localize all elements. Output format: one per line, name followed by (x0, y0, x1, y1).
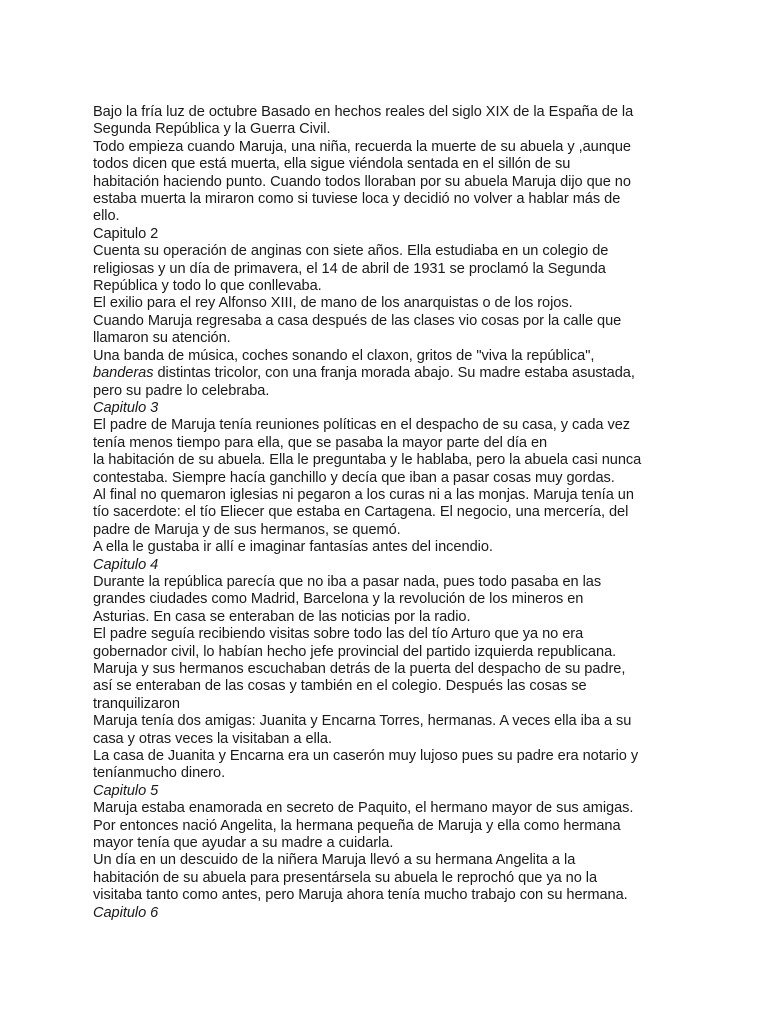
chapter-heading-5: Capitulo 5 (93, 782, 159, 799)
paragraph-chapter-3-a: El padre de Maruja tenía reuniones políticas en el despacho de su casa, y cada vez tenía menos tiempo para ella, que se pasaba la mayor parte del día en la habitación de su abuela. Ella le preguntaba y le hablaba, pero la abuela casi nunca contestaba. Siempre hacía ganchillo y decía que iban a pasar cosas muy gordas. (93, 417, 642, 486)
paragraph-chapter-2-c: Cuando Maruja regresaba a casa después de las clases vio cosas por la calle que llamaron su atención. (93, 312, 622, 347)
paragraph-chapter-2-d-em: banderas (93, 365, 154, 382)
paragraph-chapter-2-b: El exilio para el rey Alfonso XIII, de mano de los anarquistas o de los rojos. (93, 295, 573, 312)
paragraph-intro-title: Bajo la fría luz de octubre Basado en hechos reales del siglo XIX de la España de la Segunda República y la Guerra Civil. (93, 104, 634, 138)
chapter-heading-2: Capitulo 2 (93, 225, 159, 242)
paragraph-chapter-2-d-line1: Una banda de música, coches sonando el claxon, gritos de "viva la república", (93, 347, 595, 364)
paragraph-chapter-5-a: Maruja estaba enamorada en secreto de Paquito, el hermano mayor de sus amigas. Por entonces nació Angelita, la hermana pequeña de Maruja y ella como hermana mayor tenía que ayudar a su madre a cuidarla. (93, 800, 634, 852)
paragraph-chapter-4-d: Maruja tenía dos amigas: Juanita y Encarna Torres, hermanas. A veces ella iba a su casa y otras veces la visitaban a ella. (93, 713, 632, 747)
chapter-heading-6: Capitulo 6 (93, 904, 159, 921)
paragraph-chapter-4-a: Durante la república parecía que no iba a pasar nada, pues todo pasaba en las grandes ciudades como Madrid, Barcelona y la revolución de los mineros en Asturias. En casa se enteraban de las noticias por la radio. (93, 573, 602, 625)
paragraph-chapter-1: Todo empieza cuando Maruja, una niña, recuerda la muerte de su abuela y ,aunque todos dicen que está muerta, ella sigue viéndola sentada en el sillón de su habitación haciendo punto. Cuando todos lloraban por su abuela Maruja dijo que no estaba muerta la miraron como si tuviese loca y decidió no volver a hablar más de ello. (93, 138, 631, 225)
paragraph-chapter-3-b: Al final no quemaron iglesias ni pegaron a los curas ni a las monjas. Maruja tenía un tío sacerdote: el tío Eliecer que estaba en Cartagena. El negocio, una mercería, del padre de Maruja y de sus hermanos, se quemó. (93, 486, 634, 538)
paragraph-chapter-4-b: El padre seguía recibiendo visitas sobre todo las del tío Arturo que ya no era gobernador civil, lo habían hecho jefe provincial del partido izquierda republicana. (93, 626, 617, 660)
paragraph-chapter-4-c: Maruja y sus hermanos escuchaban detrás de la puerta del despacho de su padre, así se enteraban de las cosas y también en el colegio. Después las cosas se tranquilizaron (93, 661, 626, 712)
chapter-heading-3: Capitulo 3 (93, 399, 159, 416)
paragraph-chapter-2-d-rest: distintas tricolor, con una franja morada abajo. Su madre estaba asustada, pero su padre lo celebraba. (93, 365, 635, 399)
paragraph-chapter-4-e: La casa de Juanita y Encarna era un caserón muy lujoso pues su padre era notario y teníanmucho dinero. (93, 748, 639, 782)
chapter-heading-4: Capitulo 4 (93, 556, 159, 573)
paragraph-chapter-3-c: A ella le gustaba ir allí e imaginar fantasías antes del incendio. (93, 539, 493, 556)
paragraph-chapter-2-d (93, 348, 683, 400)
document-body (93, 104, 683, 922)
paragraph-chapter-2-a: Cuenta su operación de anginas con siete años. Ella estudiaba en un colegio de religiosas y un día de primavera, el 14 de abril de 1931 se proclamó la Segunda República y todo lo que conllevaba. (93, 243, 609, 295)
paragraph-chapter-5-b: Un día en un descuido de la niñera Maruja llevó a su hermana Angelita a la habitación de su abuela para presentársela su abuela le reprochó que ya no la visitaba tanto como antes, pero Maruja ahora tenía mucho trabajo con su hermana. (93, 852, 628, 904)
